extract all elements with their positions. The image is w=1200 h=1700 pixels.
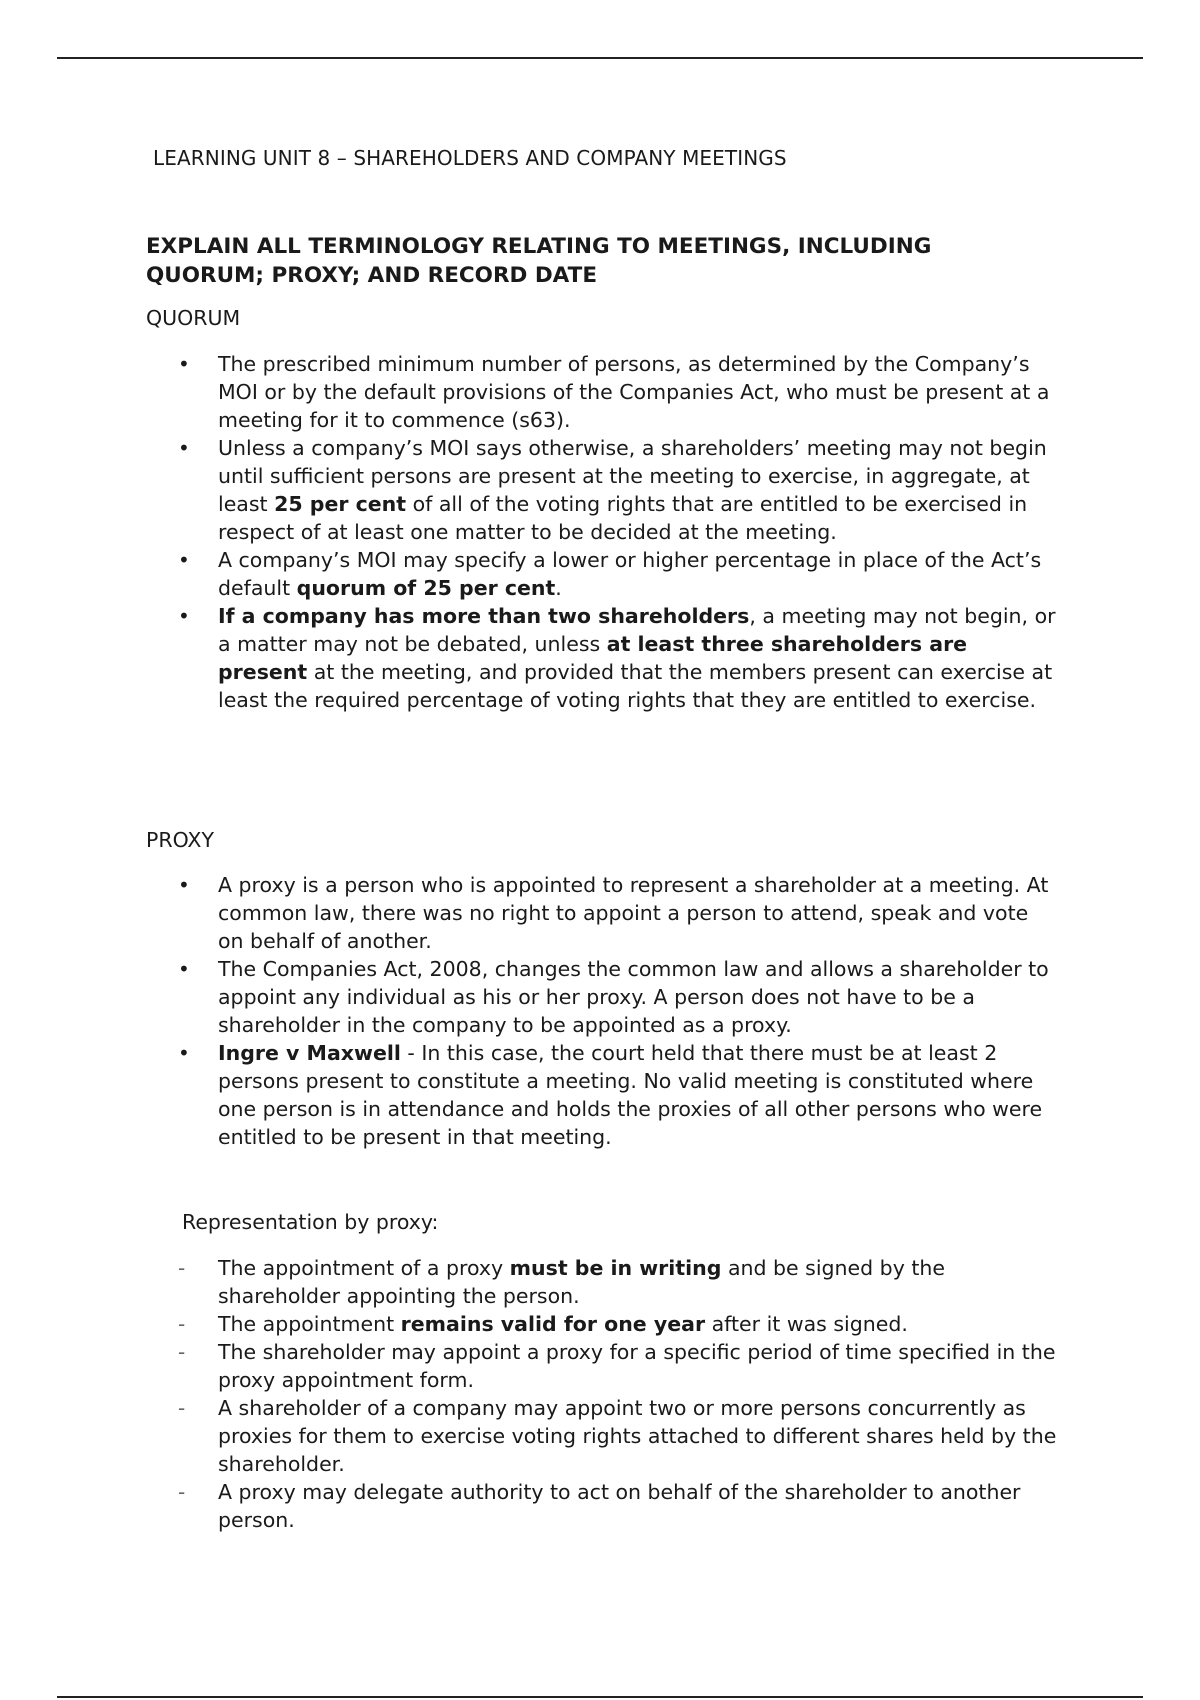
- list-item: • A company’s MOI may specify a lower or higher percentage in place of the Act’s default quorum of 25 per cent.: [178, 548, 1042, 600]
- bullet-icon: •: [178, 873, 190, 897]
- bullet-icon: •: [178, 352, 190, 376]
- list-item: - A shareholder of a company may appoint two or more persons concurrently as proxies for them to exercise voting rights attached to different shares held by the shareholder.: [178, 1396, 1057, 1476]
- dash-icon: -: [178, 1256, 186, 1280]
- bottom-rule: [57, 1696, 1143, 1698]
- list-item: - The shareholder may appoint a proxy for a specific period of time specified in the proxy appointment form.: [178, 1340, 1056, 1392]
- list-item: - The appointment remains valid for one year after it was signed.: [178, 1312, 908, 1336]
- dash-icon: -: [178, 1396, 186, 1420]
- bullet-icon: •: [178, 436, 190, 460]
- heading-line-2: QUORUM; PROXY; AND RECORD DATE: [146, 263, 598, 288]
- dash-icon: -: [178, 1480, 186, 1504]
- representation-list: [0, 1254, 1200, 1534]
- representation-label: Representation by proxy:: [182, 1210, 439, 1234]
- heading-line-1: EXPLAIN ALL TERMINOLOGY RELATING TO MEETINGS, INCLUDING: [146, 234, 932, 259]
- proxy-list: [0, 871, 1200, 1151]
- top-rule: [57, 57, 1143, 59]
- list-item: - A proxy may delegate authority to act on behalf of the shareholder to another person.: [178, 1480, 1021, 1532]
- quorum-label: QUORUM: [146, 306, 241, 330]
- list-item: • Unless a company’s MOI says otherwise, a shareholders’ meeting may not begin until sufficient persons are present at the meeting to exercise, in aggregate, at least 25 per cent of all of the voting rights that are entitled to be exercised in respect of at least one matter to be decided at the meeting.: [178, 436, 1047, 544]
- bullet-icon: •: [178, 604, 190, 628]
- dash-icon: -: [178, 1340, 186, 1364]
- proxy-label: PROXY: [146, 828, 214, 852]
- unit-title: LEARNING UNIT 8 – SHAREHOLDERS AND COMPANY MEETINGS: [153, 146, 787, 170]
- list-item: • The Companies Act, 2008, changes the common law and allows a shareholder to appoint any individual as his or her proxy. A person does not have to be a shareholder in the company to be appointed as a proxy.: [178, 957, 1049, 1037]
- bullet-icon: •: [178, 1041, 190, 1065]
- section-heading: [146, 232, 1046, 290]
- bullet-icon: •: [178, 957, 190, 981]
- list-item: • A proxy is a person who is appointed to represent a shareholder at a meeting. At common law, there was no right to appoint a person to attend, speak and vote on behalf of another.: [178, 873, 1049, 953]
- quorum-list: [0, 350, 1200, 714]
- bullet-icon: •: [178, 548, 190, 572]
- list-item: • Ingre v Maxwell - In this case, the court held that there must be at least 2 persons present to constitute a meeting. No valid meeting is constituted where one person is in attendance and holds the proxies of all other persons who were entitled to be present in that meeting.: [178, 1041, 1043, 1149]
- list-item: • The prescribed minimum number of persons, as determined by the Company’s MOI or by the default provisions of the Companies Act, who must be present at a meeting for it to commence (s63).: [178, 352, 1050, 432]
- list-item: - The appointment of a proxy must be in writing and be signed by the shareholder appointing the person.: [178, 1256, 945, 1308]
- list-item: • If a company has more than two shareholders, a meeting may not begin, or a matter may not be debated, unless at least three shareholders are present at the meeting, and provided that the members present can exercise at least the required percentage of voting rights that they are entitled to exercise.: [178, 604, 1056, 712]
- dash-icon: -: [178, 1312, 186, 1336]
